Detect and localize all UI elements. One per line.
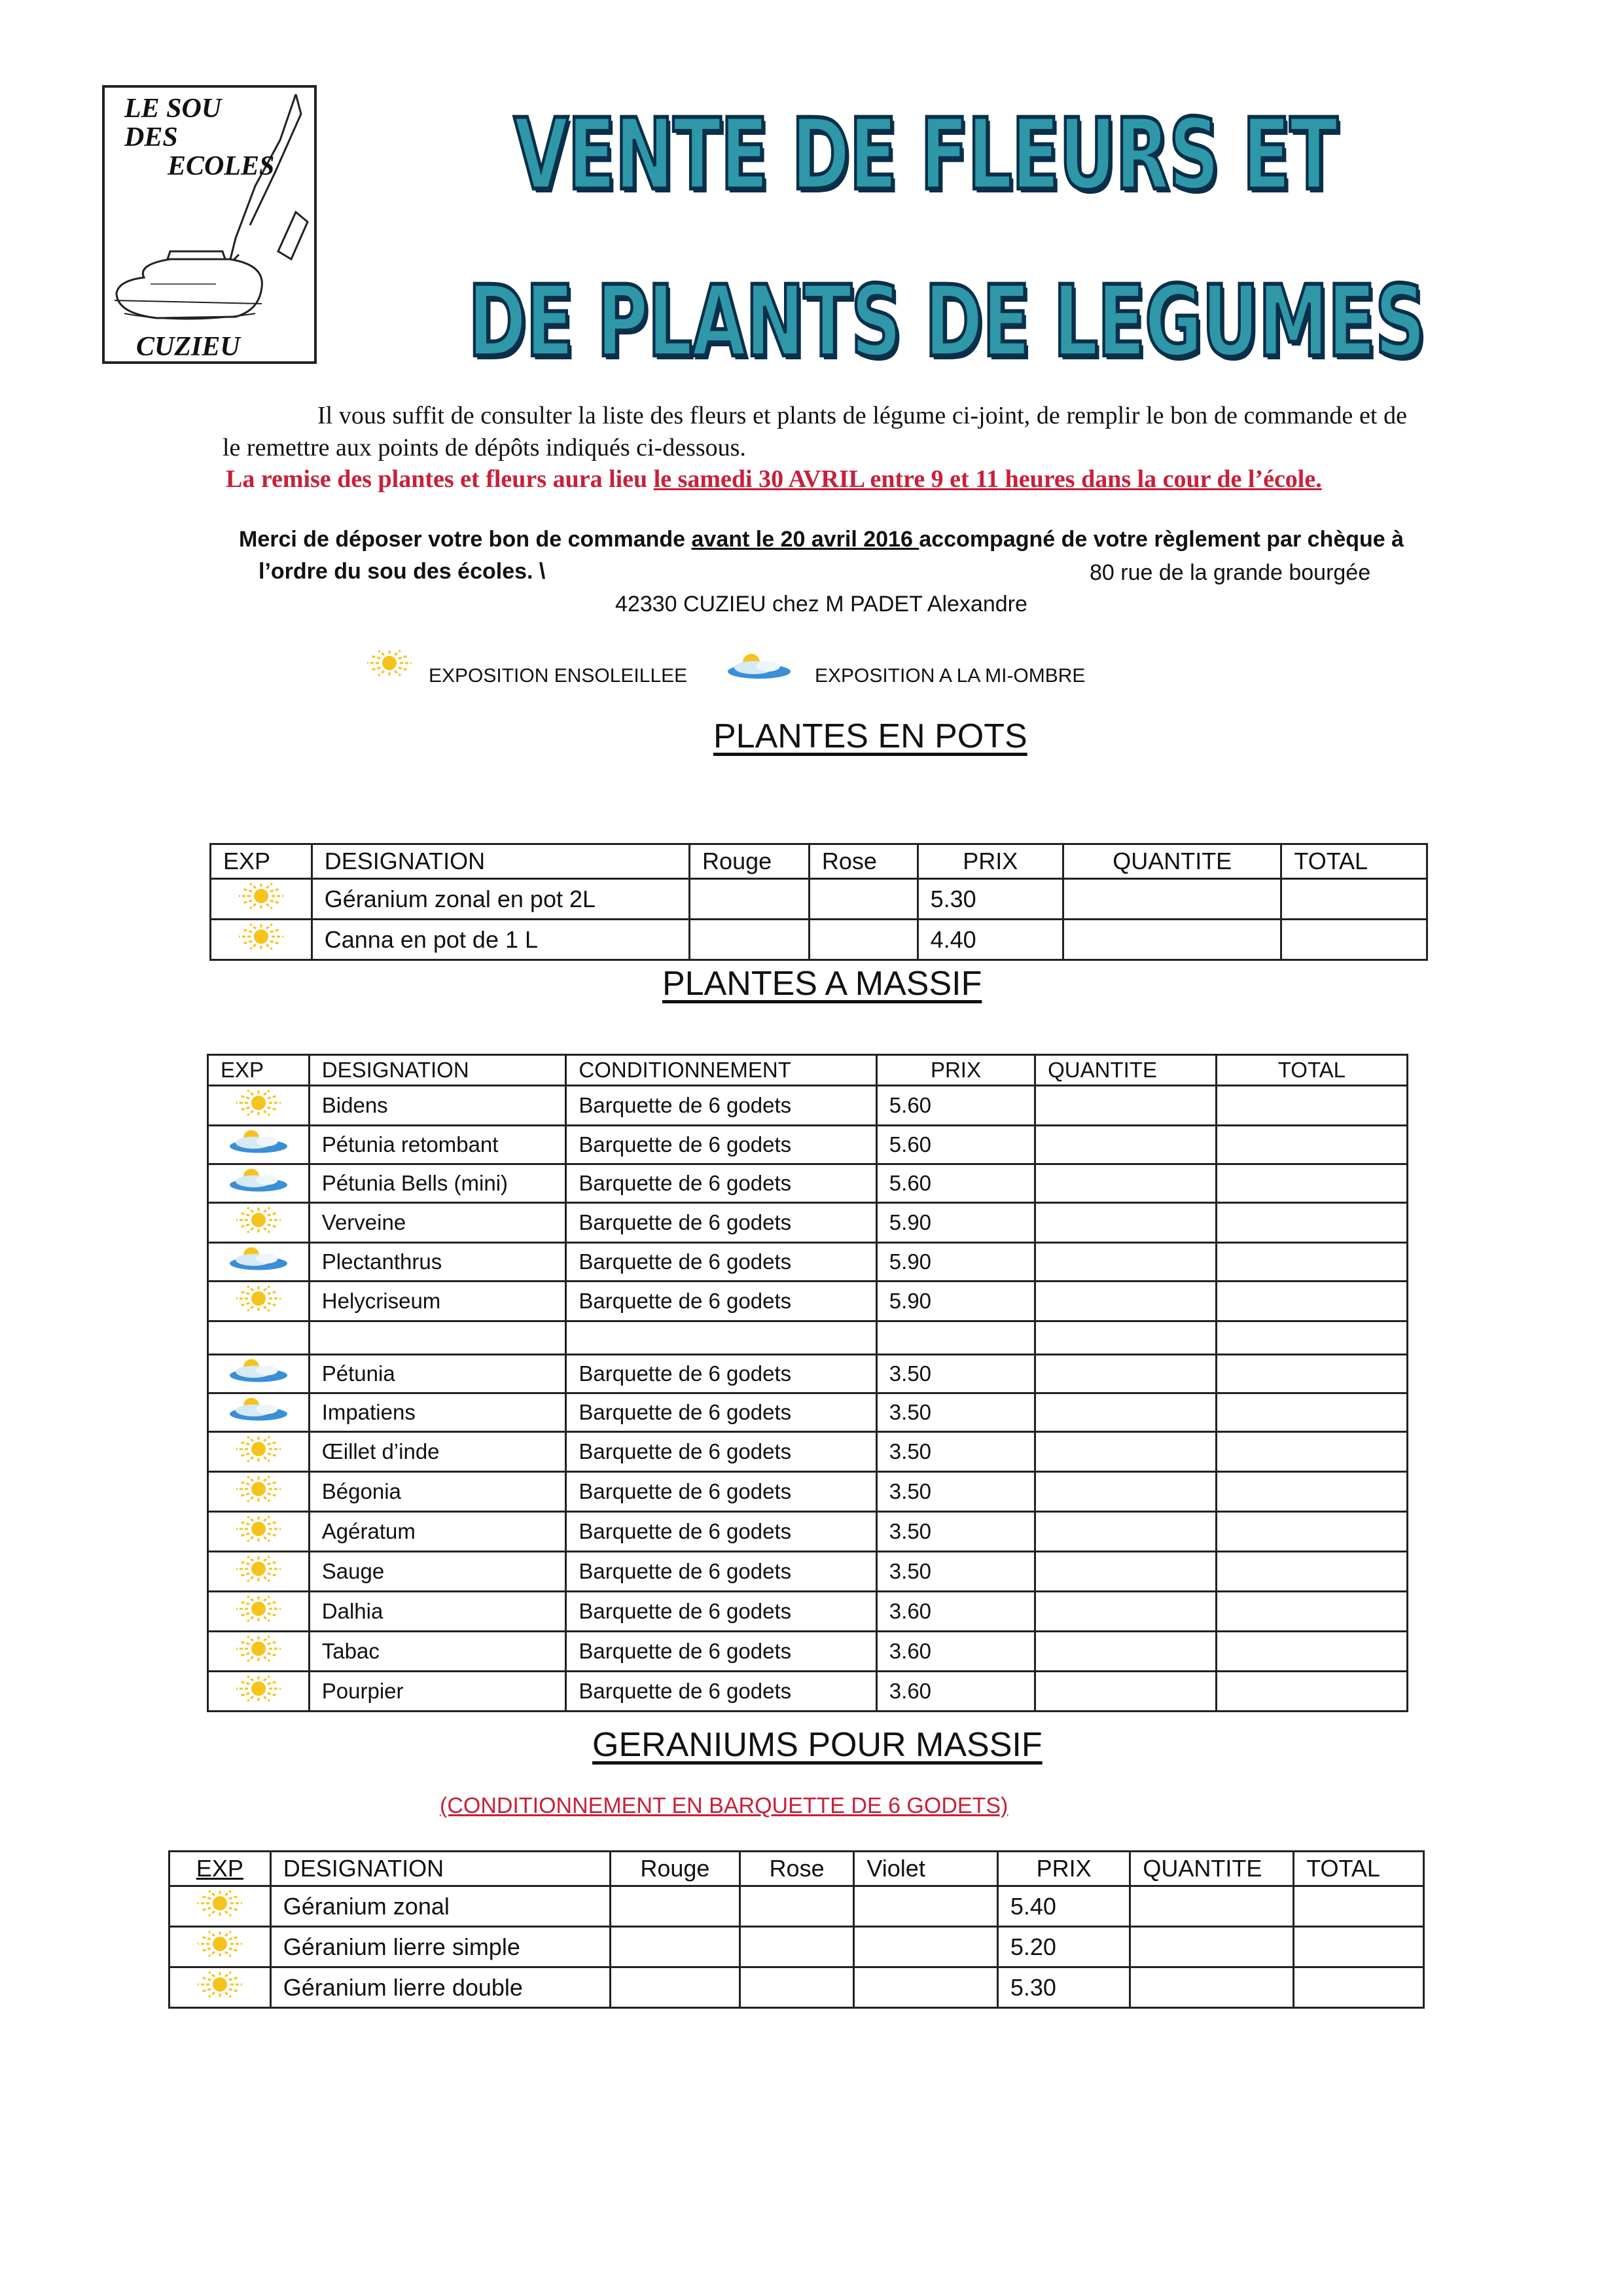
price-cell: 5.40	[997, 1886, 1130, 1927]
sun-icon	[208, 1203, 310, 1243]
sun-icon	[169, 1967, 271, 2008]
quantity-cell[interactable]	[1035, 1472, 1217, 1512]
designation-cell	[309, 1321, 566, 1355]
packaging-cell: Barquette de 6 godets	[566, 1164, 876, 1203]
column-header: CONDITIONNEMENT	[566, 1055, 876, 1086]
packaging-cell: Barquette de 6 godets	[566, 1672, 876, 1712]
quantity-cell[interactable]	[1035, 1632, 1217, 1672]
designation-cell: Géranium zonal	[270, 1886, 610, 1927]
sun-icon	[208, 1086, 310, 1126]
column-header: EXP	[208, 1055, 310, 1086]
rose-cell[interactable]	[809, 920, 918, 960]
designation-cell: Dalhia	[309, 1592, 566, 1632]
column-header: EXP	[169, 1852, 271, 1886]
table-row	[208, 1672, 1408, 1712]
table-row	[208, 1512, 1408, 1552]
school-logo	[102, 85, 317, 364]
logo-line-4: CUZIEU	[136, 332, 240, 362]
designation-cell: Impatiens	[309, 1393, 566, 1432]
designation-cell: Plectanthrus	[309, 1243, 566, 1282]
price-cell: 3.50	[876, 1355, 1035, 1393]
deposit-lead: Merci de déposer votre bon de commande	[239, 527, 692, 552]
price-cell: 3.50	[876, 1552, 1035, 1592]
table-row	[208, 1321, 1408, 1355]
quantity-cell[interactable]	[1035, 1552, 1217, 1592]
sun-icon	[208, 1592, 310, 1632]
packaging-cell: Barquette de 6 godets	[566, 1472, 876, 1512]
logo-line-1: LE SOU	[124, 94, 222, 124]
total-cell[interactable]	[1216, 1592, 1407, 1632]
table-plantes-en-pots	[209, 843, 1428, 961]
column-header: Rouge	[611, 1852, 740, 1886]
deposit-instructions	[239, 527, 1404, 552]
table-row	[211, 879, 1427, 920]
column-header: TOTAL	[1294, 1852, 1424, 1886]
packaging-cell: Barquette de 6 godets	[566, 1592, 876, 1632]
table-row	[208, 1282, 1408, 1321]
sun-icon	[208, 1432, 310, 1472]
column-header: Rouge	[690, 844, 810, 879]
packaging-cell: Barquette de 6 godets	[566, 1393, 876, 1432]
rouge-cell[interactable]	[611, 1927, 740, 1967]
sun-cloud-icon	[208, 1355, 310, 1393]
column-header: TOTAL	[1216, 1055, 1407, 1086]
title-line-2: DE PLANTS DE LEGUMES	[468, 265, 1425, 379]
price-cell: 5.90	[876, 1282, 1035, 1321]
logo-line-3: ECOLES	[168, 151, 275, 181]
designation-cell: Pétunia retombant	[309, 1126, 566, 1164]
price-cell: 3.50	[876, 1393, 1035, 1432]
table-row	[208, 1203, 1408, 1243]
designation-cell: Agératum	[309, 1512, 566, 1552]
price-cell: 3.60	[876, 1632, 1035, 1672]
price-cell: 3.50	[876, 1512, 1035, 1552]
quantity-cell[interactable]	[1035, 1164, 1217, 1203]
total-cell[interactable]	[1216, 1472, 1407, 1512]
table-row	[208, 1592, 1408, 1632]
column-header: DESIGNATION	[270, 1852, 610, 1886]
designation-cell: Verveine	[309, 1203, 566, 1243]
sun-icon	[211, 920, 312, 960]
total-cell[interactable]	[1216, 1632, 1407, 1672]
section-subtitle: (CONDITIONNEMENT EN BARQUETTE DE 6 GODETS)	[440, 1793, 1008, 1818]
table-row	[169, 1927, 1424, 1967]
quantity-cell[interactable]	[1035, 1672, 1217, 1712]
rouge-cell[interactable]	[690, 920, 810, 960]
rouge-cell[interactable]	[690, 879, 810, 920]
column-header: PRIX	[876, 1055, 1035, 1086]
intro-paragraph: Il vous suffit de consulter la liste des fleurs et plants de légume ci-joint, de remplir le bon de commande et de le remettre aux points de dépôts indiqués ci-dessous.	[223, 402, 1407, 461]
price-cell: 5.60	[876, 1086, 1035, 1126]
sun-cloud-icon	[208, 1126, 310, 1164]
designation-cell: Canna en pot de 1 L	[312, 920, 689, 960]
table-row	[208, 1243, 1408, 1282]
address-line-2: 42330 CUZIEU chez M PADET Alexandre	[615, 592, 1027, 617]
total-cell[interactable]	[1216, 1203, 1407, 1243]
rose-cell[interactable]	[809, 879, 918, 920]
sun-icon	[208, 1472, 310, 1512]
designation-cell: Géranium lierre double	[270, 1967, 610, 2008]
table-row	[211, 920, 1427, 960]
packaging-cell: Barquette de 6 godets	[566, 1552, 876, 1592]
violet-cell[interactable]	[854, 1886, 997, 1927]
table-row	[208, 1126, 1408, 1164]
total-cell[interactable]	[1294, 1967, 1424, 2008]
quantity-cell[interactable]	[1035, 1432, 1217, 1472]
rose-cell[interactable]	[740, 1927, 854, 1967]
total-cell[interactable]	[1216, 1393, 1407, 1432]
total-cell[interactable]	[1216, 1432, 1407, 1472]
quantity-cell[interactable]	[1130, 1886, 1294, 1927]
price-cell: 5.30	[918, 879, 1063, 920]
column-header: QUANTITE	[1130, 1852, 1294, 1886]
legend-shade-label: EXPOSITION A LA MI-OMBRE	[815, 665, 1086, 687]
total-cell[interactable]	[1216, 1243, 1407, 1282]
sun-cloud-icon	[208, 1164, 310, 1203]
table-row	[208, 1432, 1408, 1472]
column-header: QUANTITE	[1063, 844, 1281, 879]
total-cell[interactable]	[1216, 1355, 1407, 1393]
column-header: DESIGNATION	[312, 844, 689, 879]
quantity-cell[interactable]	[1130, 1927, 1294, 1967]
column-header: Rose	[809, 844, 918, 879]
quantity-cell[interactable]	[1035, 1282, 1217, 1321]
quantity-cell[interactable]	[1035, 1243, 1217, 1282]
total-cell[interactable]	[1294, 1927, 1424, 1967]
table-row	[208, 1164, 1408, 1203]
total-cell[interactable]	[1216, 1086, 1407, 1126]
designation-cell: Géranium lierre simple	[270, 1927, 610, 1967]
total-cell[interactable]	[1294, 1886, 1424, 1927]
table-header-row	[211, 844, 1427, 879]
sun-icon	[169, 1886, 271, 1927]
packaging-cell: Barquette de 6 godets	[566, 1432, 876, 1472]
packaging-cell: Barquette de 6 godets	[566, 1632, 876, 1672]
rouge-cell[interactable]	[611, 1886, 740, 1927]
pickup-notice-lead: La remise des plantes et fleurs aura lieu	[226, 465, 654, 493]
sun-cloud-icon	[720, 648, 798, 688]
pickup-notice	[226, 463, 1407, 495]
section-title-geraniums: GERANIUMS POUR MASSIF	[592, 1726, 1043, 1764]
designation-cell: Bégonia	[309, 1472, 566, 1512]
deposit-deadline: avant le 20 avril 2016	[691, 527, 919, 552]
column-header: Violet	[854, 1852, 997, 1886]
total-cell[interactable]	[1216, 1126, 1407, 1164]
price-cell: 5.90	[876, 1203, 1035, 1243]
designation-cell: Œillet d’inde	[309, 1432, 566, 1472]
packaging-cell	[566, 1321, 876, 1355]
payment-order: l’ordre du sou des écoles. \	[259, 559, 546, 584]
quantity-cell[interactable]	[1063, 920, 1281, 960]
packaging-cell: Barquette de 6 godets	[566, 1126, 876, 1164]
table-geraniums	[168, 1850, 1425, 2009]
pickup-date: le samedi 30 AVRIL entre 9 et 11 heures dans la cour de l’école.	[653, 465, 1322, 493]
column-header: EXP	[211, 844, 312, 879]
price-cell	[876, 1321, 1035, 1355]
title-line-1: VENTE DE FLEURS ET	[514, 98, 1337, 212]
table-header-row	[208, 1055, 1408, 1086]
table-row	[208, 1393, 1408, 1432]
table-header-row	[169, 1852, 1424, 1886]
quantity-cell[interactable]	[1035, 1592, 1217, 1632]
column-header: QUANTITE	[1035, 1055, 1217, 1086]
column-header: Rose	[740, 1852, 854, 1886]
table-row	[208, 1632, 1408, 1672]
violet-cell[interactable]	[854, 1927, 997, 1967]
section-title-pots: PLANTES EN POTS	[713, 717, 1027, 755]
exp-cell	[208, 1321, 310, 1355]
sun-icon	[357, 645, 422, 685]
price-cell: 3.50	[876, 1432, 1035, 1472]
price-cell: 3.60	[876, 1672, 1035, 1712]
column-header: TOTAL	[1281, 844, 1427, 879]
price-cell: 3.50	[876, 1472, 1035, 1512]
address-line-1: 80 rue de la grande bourgée	[1090, 560, 1371, 585]
packaging-cell: Barquette de 6 godets	[566, 1086, 876, 1126]
price-cell: 3.60	[876, 1592, 1035, 1632]
logo-line-2: DES	[124, 122, 178, 152]
packaging-cell: Barquette de 6 godets	[566, 1355, 876, 1393]
column-header: PRIX	[997, 1852, 1130, 1886]
quantity-cell[interactable]	[1130, 1967, 1294, 2008]
designation-cell: Pétunia Bells (mini)	[309, 1164, 566, 1203]
rouge-cell[interactable]	[611, 1967, 740, 2008]
designation-cell: Pétunia	[309, 1355, 566, 1393]
quantity-cell[interactable]	[1063, 879, 1281, 920]
price-cell: 5.60	[876, 1164, 1035, 1203]
sun-icon	[169, 1927, 271, 1967]
total-cell[interactable]	[1216, 1672, 1407, 1712]
sun-icon	[208, 1512, 310, 1552]
designation-cell: Tabac	[309, 1632, 566, 1672]
total-cell[interactable]	[1216, 1512, 1407, 1552]
price-cell: 4.40	[918, 920, 1063, 960]
quantity-cell[interactable]	[1035, 1393, 1217, 1432]
price-cell: 5.20	[997, 1927, 1130, 1967]
violet-cell[interactable]	[854, 1967, 997, 2008]
price-cell: 5.30	[997, 1967, 1130, 2008]
table-row	[169, 1886, 1424, 1927]
quantity-cell[interactable]	[1035, 1086, 1217, 1126]
total-cell[interactable]	[1281, 879, 1427, 920]
quantity-cell[interactable]	[1035, 1203, 1217, 1243]
sun-icon	[211, 879, 312, 920]
rose-cell[interactable]	[740, 1967, 854, 2008]
table-row	[208, 1086, 1408, 1126]
designation-cell: Sauge	[309, 1552, 566, 1592]
total-cell[interactable]	[1281, 920, 1427, 960]
column-header: DESIGNATION	[309, 1055, 566, 1086]
table-row	[208, 1355, 1408, 1393]
total-cell[interactable]	[1216, 1552, 1407, 1592]
sun-icon	[208, 1552, 310, 1592]
sun-icon	[208, 1632, 310, 1672]
price-cell: 5.90	[876, 1243, 1035, 1282]
quantity-cell[interactable]	[1035, 1126, 1217, 1164]
designation-cell: Bidens	[309, 1086, 566, 1126]
quantity-cell[interactable]	[1035, 1512, 1217, 1552]
table-row	[169, 1967, 1424, 2008]
section-title-massif: PLANTES A MASSIF	[662, 965, 982, 1003]
table-plantes-a-massif	[207, 1054, 1408, 1712]
designation-cell: Pourpier	[309, 1672, 566, 1712]
packaging-cell: Barquette de 6 godets	[566, 1282, 876, 1321]
price-cell: 5.60	[876, 1126, 1035, 1164]
rose-cell[interactable]	[740, 1886, 854, 1927]
total-cell[interactable]	[1216, 1164, 1407, 1203]
designation-cell: Géranium zonal en pot 2L	[312, 879, 689, 920]
packaging-cell: Barquette de 6 godets	[566, 1203, 876, 1243]
quantity-cell[interactable]	[1035, 1355, 1217, 1393]
sun-icon	[208, 1672, 310, 1712]
column-header: PRIX	[918, 844, 1063, 879]
total-cell[interactable]	[1216, 1321, 1407, 1355]
table-row	[208, 1552, 1408, 1592]
sun-cloud-icon	[208, 1393, 310, 1432]
sun-icon	[208, 1282, 310, 1321]
packaging-cell: Barquette de 6 godets	[566, 1512, 876, 1552]
legend-sun-label: EXPOSITION ENSOLEILLEE	[429, 665, 688, 687]
deposit-payment: accompagné de votre règlement par chèque à	[919, 527, 1404, 552]
table-row	[208, 1472, 1408, 1512]
packaging-cell: Barquette de 6 godets	[566, 1243, 876, 1282]
sun-cloud-icon	[208, 1243, 310, 1282]
total-cell[interactable]	[1216, 1282, 1407, 1321]
quantity-cell[interactable]	[1035, 1321, 1217, 1355]
designation-cell: Helycriseum	[309, 1282, 566, 1321]
